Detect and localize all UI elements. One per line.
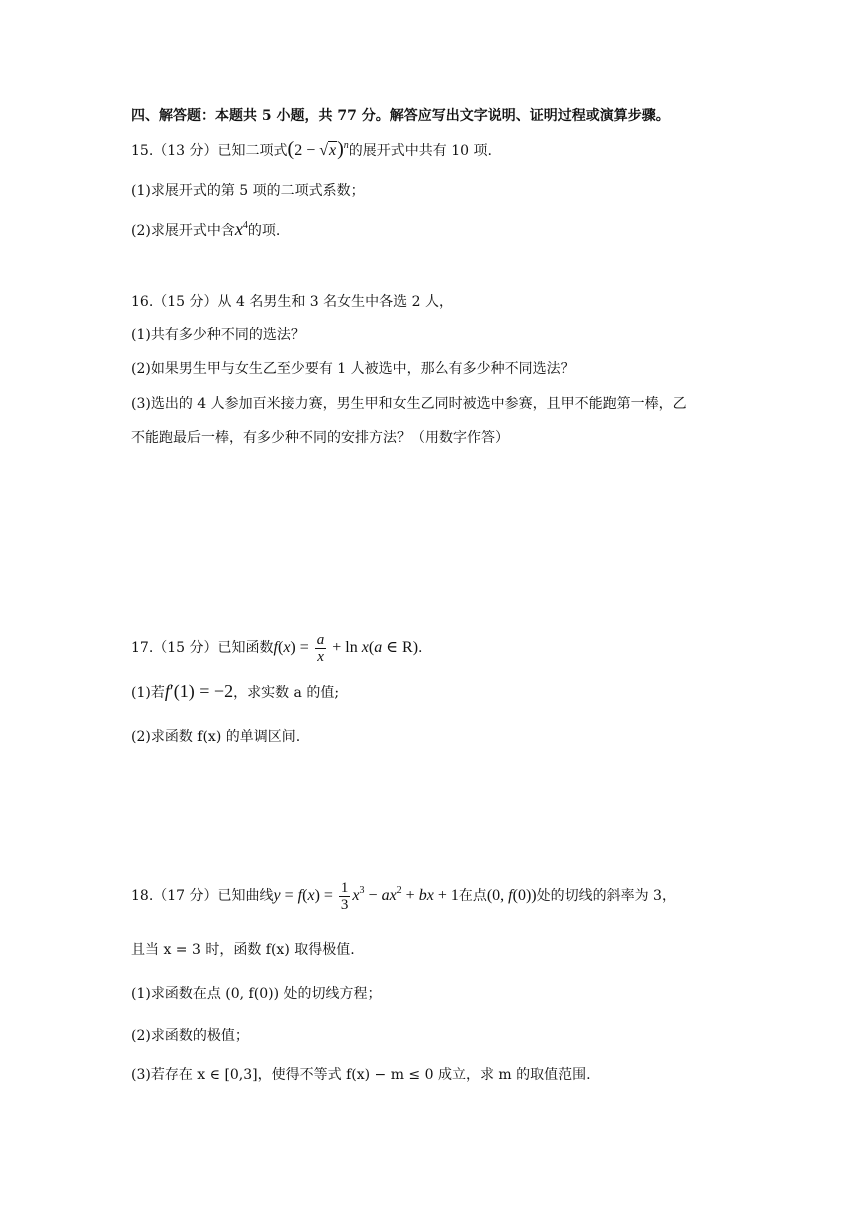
question-16-part-3-line-2: 不能跑最后一棒，有多少种不同的安排方法？（用数字作答） <box>131 430 509 446</box>
q15-suffix: 的展开式中共有 10 项. <box>348 143 492 159</box>
q15-formula: $(2 - √x)^n$ <box>287 138 349 160</box>
question-16-part-1: (1)共有多少种不同的选法？ <box>131 327 305 343</box>
q18-point: (0, f(0)) <box>486 887 537 905</box>
question-18-line-2: 且当 x = 3 时，函数 f(x) 取得极值. <box>131 942 355 958</box>
q15-prefix: 15.（13 分）已知二项式 <box>131 143 288 159</box>
question-17-stem: 17.（15 分）已知函数f(x) = $\frac{a}{x}$ + ln x(a ∈ R). <box>131 632 423 665</box>
section-header: 四、解答题：本题共 5 小题，共 77 分。解答应写出文字说明、证明过程或演算步骤。 <box>131 108 670 124</box>
question-18-part-2: (2)求函数的极值； <box>131 1028 249 1044</box>
question-18-part-1: (1)求函数在点 (0, f(0)) 处的切线方程； <box>131 986 382 1002</box>
question-16-part-2: (2)如果男生甲与女生乙至少要有 1 人被选中，那么有多少种不同选法？ <box>131 361 575 377</box>
question-17-part-2: (2)求函数 f(x) 的单调区间. <box>131 729 301 745</box>
question-16-part-3-line-1: (3)选出的 4 人参加百米接力赛，男生甲和女生乙同时被选中参赛，且甲不能跑第一棒，乙 <box>131 396 687 412</box>
question-16-stem: 16.（15 分）从 4 名男生和 3 名女生中各选 2 人， <box>131 294 453 310</box>
question-17-part-1: (1)若f′(1) = −2，求实数 a 的值; <box>131 681 340 701</box>
question-15-part-2: (2)求展开式中含$x^4$的项. <box>131 219 281 239</box>
q15-x4-formula: $x^4$ <box>234 219 248 239</box>
q17-derivative-formula: f′(1) = −2 <box>164 681 234 701</box>
question-15-stem <box>131 138 492 164</box>
question-18-stem: 18.（17 分）已知曲线y = f(x) = $\frac{1}{3}$ $x^3 - ax^2$ + bx + 1在点(0, f(0))处的切线的斜率为 3， <box>131 880 676 913</box>
q17-formula: f(x) = $\frac{a}{x}$ + ln x(a ∈ R) <box>273 632 419 665</box>
q18-formula: y = f(x) = $\frac{1}{3}$ $x^3 - ax^2$ + bx + 1 <box>273 880 459 913</box>
question-18-part-3: (3)若存在 x ∈ [0,3]，使得不等式 f(x) − m ≤ 0 成立，求 m 的取值范围. <box>131 1067 591 1083</box>
question-15-part-1: (1)求展开式的第 5 项的二项式系数； <box>131 183 365 199</box>
